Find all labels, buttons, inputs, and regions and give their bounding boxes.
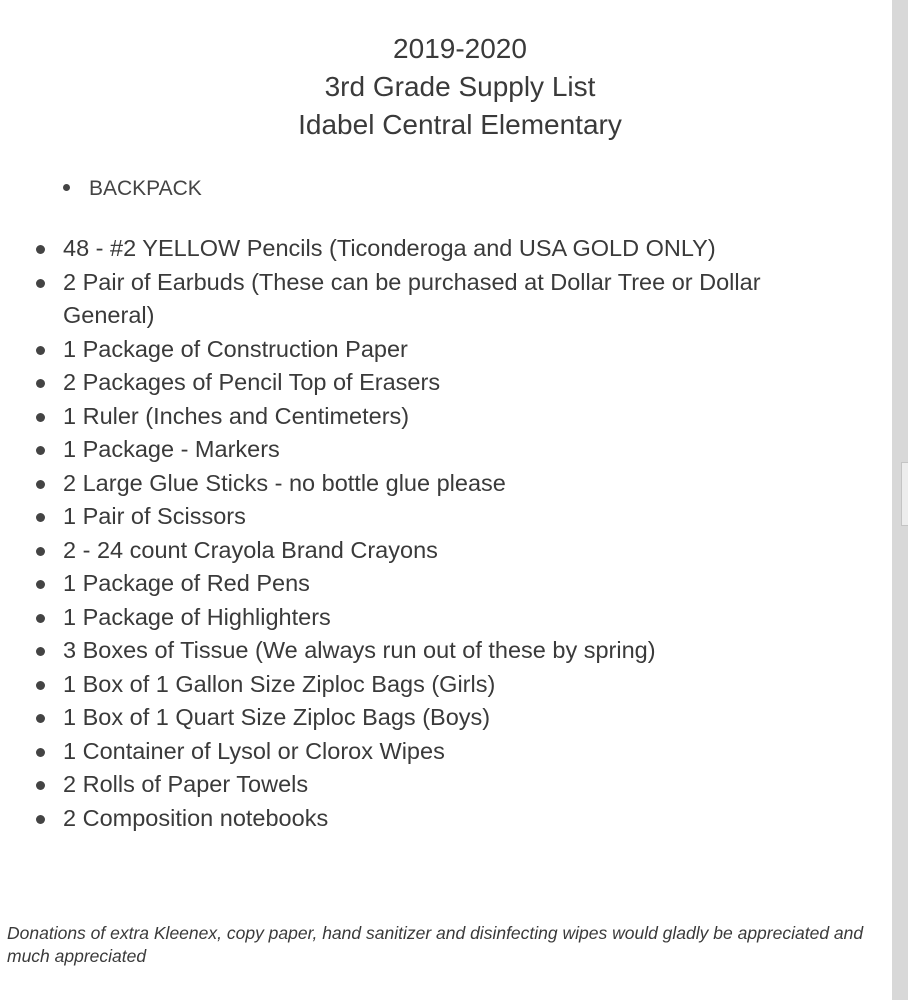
bullet-icon xyxy=(36,413,45,422)
school-name: Idabel Central Elementary xyxy=(298,109,622,140)
bullet-icon xyxy=(36,346,45,355)
supply-list xyxy=(34,232,844,835)
scrollbar-thumb[interactable] xyxy=(901,462,908,526)
bullet-icon xyxy=(36,647,45,656)
bullet-icon xyxy=(36,279,45,288)
list-item xyxy=(34,333,844,367)
document-header xyxy=(0,30,908,144)
list-item xyxy=(34,735,844,769)
donation-note: Donations of extra Kleenex, copy paper, hand sanitizer and disinfecting wipes would gladly be appreciated and much appreciated xyxy=(7,923,864,966)
bullet-icon xyxy=(36,681,45,690)
list-item xyxy=(34,366,844,400)
list-item-text: 48 - #2 YELLOW Pencils (Ticonderoga and USA GOLD ONLY) xyxy=(63,235,716,261)
bullet-icon xyxy=(36,446,45,455)
list-item-text: 1 Package of Highlighters xyxy=(63,603,331,630)
list-item xyxy=(34,567,844,601)
list-item xyxy=(34,802,844,836)
bullet-icon xyxy=(36,480,45,489)
bullet-icon xyxy=(36,781,45,790)
list-item-text: 2 Composition notebooks xyxy=(63,804,329,831)
list-item-text: 2 Packages of Pencil Top of Erasers xyxy=(63,369,441,395)
list-item xyxy=(34,668,844,702)
list-item xyxy=(34,266,844,333)
list-item xyxy=(34,534,844,568)
list-item-text: 1 Package of Red Pens xyxy=(63,570,310,596)
bullet-icon xyxy=(36,614,45,623)
bullet-icon xyxy=(36,748,45,757)
school-year: 2019-2020 xyxy=(393,33,527,64)
list-item-text: 3 Boxes of Tissue (We always run out of these by spring) xyxy=(63,637,656,663)
list-item-text: 1 Box of 1 Quart Size Ziploc Bags (Boys) xyxy=(63,704,491,730)
list-item xyxy=(34,400,844,434)
list-item xyxy=(34,634,844,668)
bullet-icon xyxy=(36,245,45,254)
list-item-text: 2 Large Glue Sticks - no bottle glue please xyxy=(63,469,506,496)
bullet-icon xyxy=(36,714,45,723)
document-title: 3rd Grade Supply List xyxy=(324,71,596,102)
list-item-text: 2 - 24 count Crayola Brand Crayons xyxy=(63,536,438,563)
list-item-text: 1 Ruler (Inches and Centimeters) xyxy=(63,402,410,429)
list-item xyxy=(34,701,844,735)
list-item-text: 1 Package of Construction Paper xyxy=(63,335,408,362)
list-item-text: 1 Container of Lysol or Clorox Wipes xyxy=(63,737,445,764)
bullet-icon xyxy=(36,513,45,522)
list-item xyxy=(34,601,844,635)
bullet-icon xyxy=(36,580,45,589)
list-item-text: 1 Pair of Scissors xyxy=(63,503,246,529)
list-item-text: 2 Rolls of Paper Towels xyxy=(63,771,309,797)
list-item-text: 1 Package - Markers xyxy=(63,436,280,462)
bullet-icon xyxy=(36,815,45,824)
list-item-text: 2 Pair of Earbuds (These can be purchased at Dollar Tree or Dollar General) xyxy=(63,268,761,328)
list-item xyxy=(34,768,844,802)
list-item xyxy=(34,467,844,501)
bullet-icon xyxy=(36,379,45,388)
backpack-label: BACKPACK xyxy=(89,177,202,200)
list-item-text: 1 Box of 1 Gallon Size Ziploc Bags (Girls) xyxy=(63,670,496,697)
backpack-item xyxy=(63,176,202,202)
bullet-icon xyxy=(36,547,45,556)
list-item xyxy=(34,433,844,467)
bullet-icon xyxy=(63,184,70,191)
list-item xyxy=(34,500,844,534)
vertical-scrollbar[interactable] xyxy=(892,0,908,1000)
list-item xyxy=(34,232,844,266)
